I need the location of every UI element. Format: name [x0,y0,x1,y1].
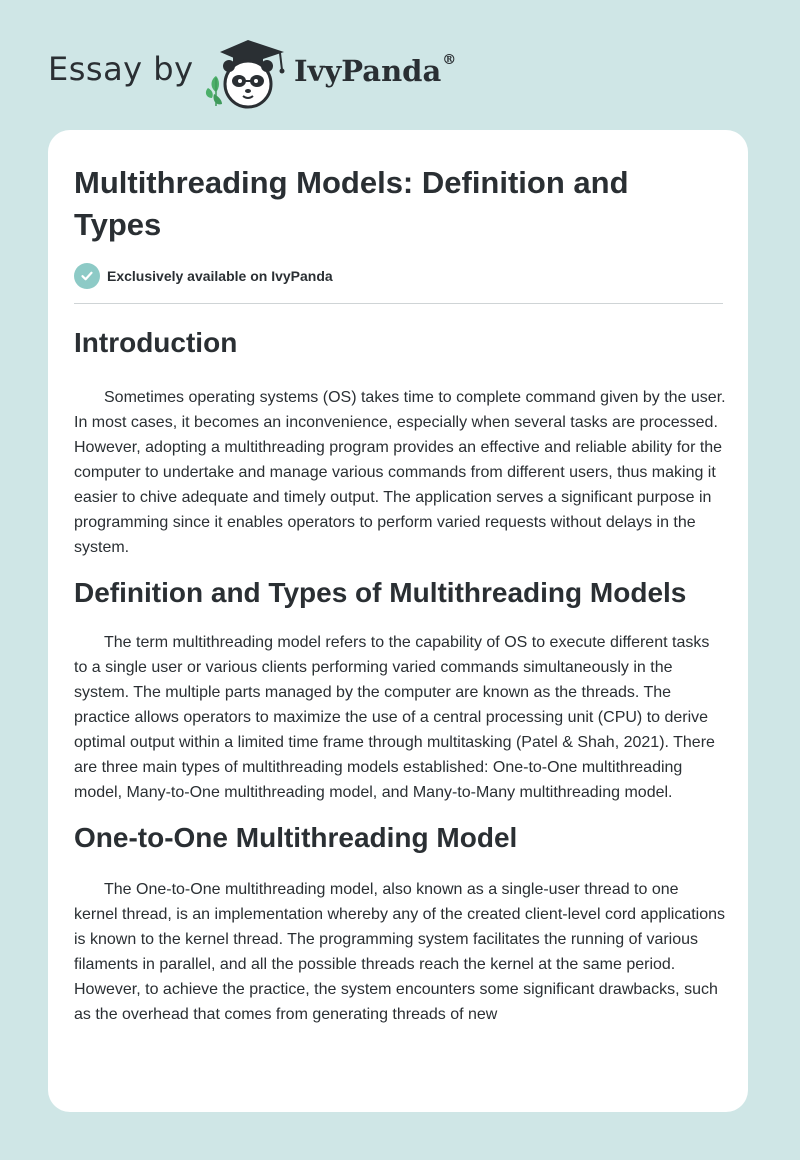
exclusive-badge-label: Exclusively available on IvyPanda [107,268,333,284]
article-card [48,130,748,1112]
section-paragraph-one-to-one: The One-to-One multithreading model, also known as a single-user thread to one kernel thread, is an implementation whereby any of the created client-level cord applications is known to the kernel thread. The programming system facilitates the running of various filaments in parallel, and all the possible threads reach the kernel at the same period. However, to achieve the practice, the system encounters some significant drawbacks, such as the overhead that comes from generating threads of new [74,881,726,1023]
section-paragraph-introduction: Sometimes operating systems (OS) takes time to complete command given by the user. In most cases, it becomes an inconvenience, especially when several tasks are processed. However, adopting a multithreading program provides an effective and reliable ability for the computer to undertake and manage various commands from different users, thus making it easier to chive adequate and timely output. The application serves a significant purpose in programming since it enables operators to perform varied requests without delays in the system. [74,389,726,556]
brand-name[interactable] [294,54,456,88]
article-body [74,322,726,1027]
registered-mark: ® [442,52,457,68]
title-divider [74,303,723,304]
section-paragraph-definition: The term multithreading model refers to the capability of OS to execute different tasks to a single user or various clients performing varied commands simultaneously in the system. The multiple parts managed by the computer are known as the threads. The practice allows operators to maximize the use of a central processing unit (CPU) to derive optimal output within a limited time frame through multitasking (Patel & Shah, 2021). There are three main types of multithreading models established: One-to-One multithreading model, Many-to-One multithreading model, and Many-to-Many multithreading model. [74,634,715,801]
article-title: Multithreading Models: Definition and Types [74,165,629,242]
exclusive-badge [74,263,333,289]
check-circle-icon [74,263,100,289]
section-heading-definition: Definition and Types of Multithreading Models [74,577,687,608]
brand-text: IvyPanda [294,54,442,88]
section-heading-introduction: Introduction [74,327,238,358]
section-heading-one-to-one: One-to-One Multithreading Model [74,822,518,853]
essay-by-label: Essay by [48,50,194,88]
site-header [0,0,800,130]
ivypanda-logo-icon[interactable] [200,36,292,110]
